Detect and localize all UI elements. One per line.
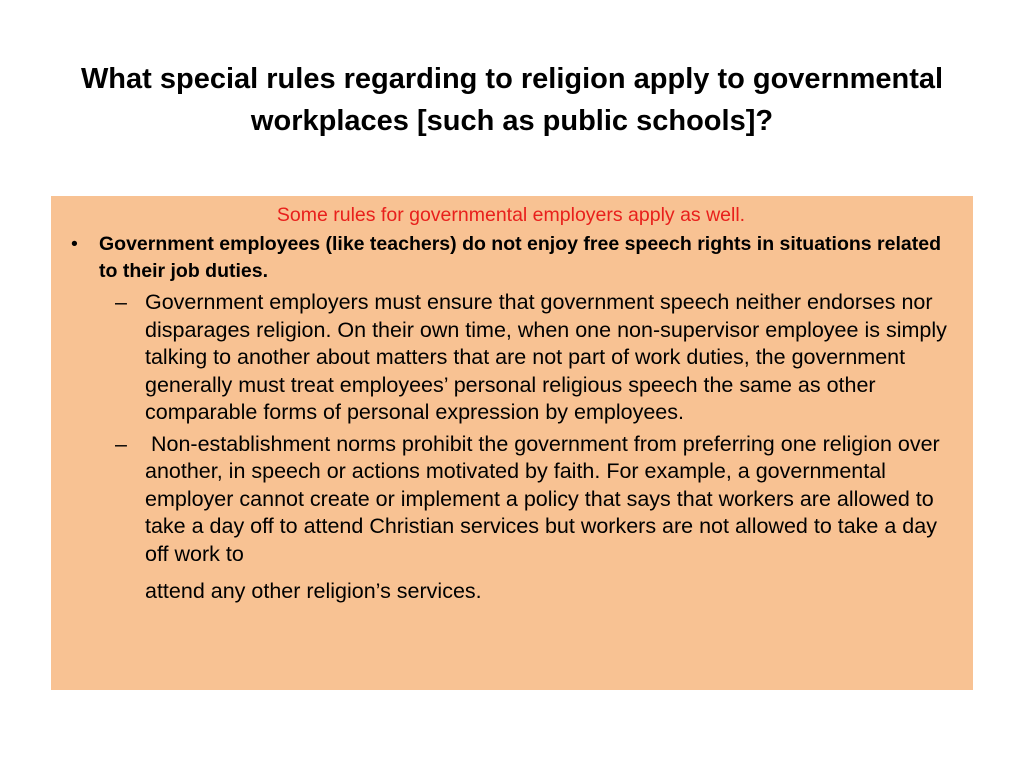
sub-item-text: Government employers must ensure that government speech neither endorses nor disparages religion. On their own time, when one non-supervisor employee is simply talking to another about matters that are not part of work duties, the government generally must treat employees’ personal religious speech the same as other comparable forms of personal expression by employees. xyxy=(145,290,947,424)
sub-item-text: Non-establishment norms prohibit the government from preferring one religion over another, in speech or actions motivated by faith. For example, a governmental employer cannot create or implement a policy that says that workers are allowed to take a day off to attend Christian services but workers are not allowed to take a day off work to xyxy=(145,431,946,566)
intro-line: Some rules for governmental employers apply as well. xyxy=(276,204,746,226)
sub-item xyxy=(63,431,959,606)
slide-title: What special rules regarding to religion apply to governmental workplaces [such as public schools]? xyxy=(80,63,944,137)
sub-item xyxy=(63,289,959,427)
sub-item-continuation: attend any other religion’s services. xyxy=(145,579,482,603)
content-box xyxy=(51,196,973,690)
dash-marker: – xyxy=(115,431,127,456)
dash-marker: – xyxy=(115,290,127,314)
bullet-text: Government employees (like teachers) do not enjoy free speech rights in situations related to their job duties. xyxy=(99,233,941,282)
bullet-item xyxy=(63,231,959,285)
bullet-marker: • xyxy=(71,233,78,255)
